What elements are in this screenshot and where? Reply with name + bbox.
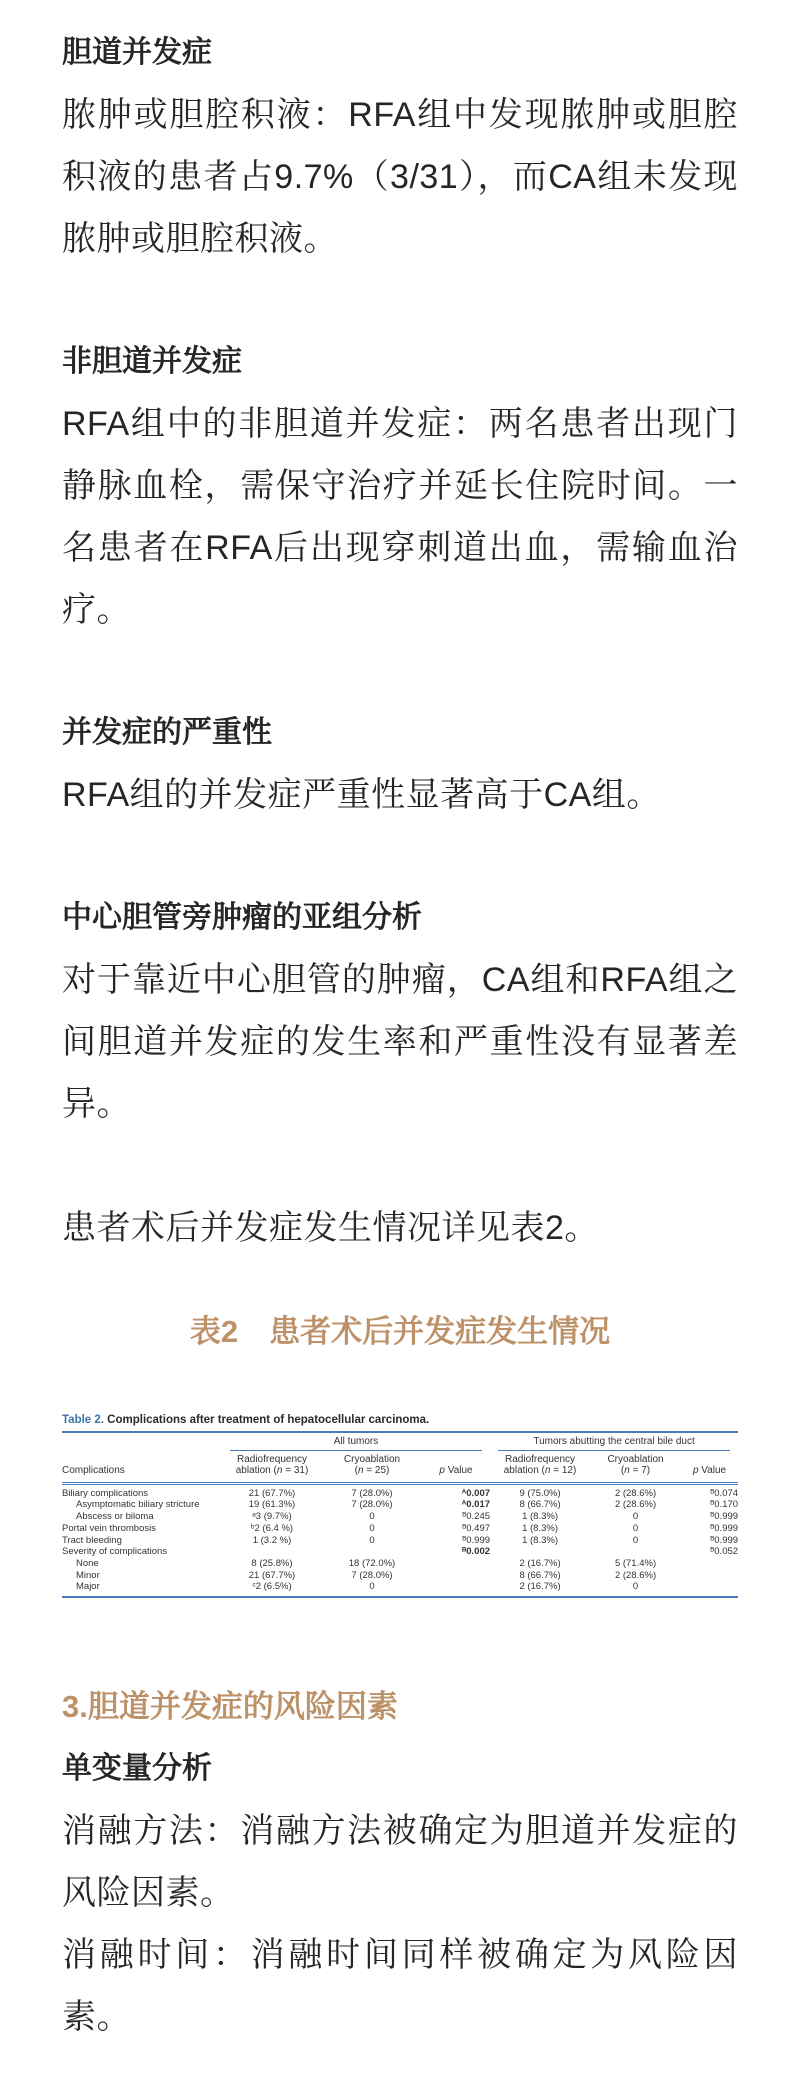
paragraph-subgroup: 对于靠近中心胆管的肿瘤，CA组和RFA组之间胆道并发症的发生率和严重性没有显著差异。 <box>62 961 738 1123</box>
table-row-label: Severity of complications <box>62 1546 168 1558</box>
section-heading-subgroup-analysis: 中心胆管旁肿瘤的亚组分析 <box>62 901 422 934</box>
table-row-label: Abscess or biloma <box>76 1511 154 1523</box>
table-cell: ᶜ2 (6.5%) <box>252 1581 292 1593</box>
table-cell: ᴮ0.999 <box>462 1534 491 1546</box>
table-cell: ᴮ0.002 <box>461 1546 491 1558</box>
section-heading-biliary-complications: 胆道并发症 <box>62 36 212 69</box>
table-cell <box>422 1581 490 1597</box>
table-column-header: Cryoablation (n = 7) <box>590 1451 681 1484</box>
table-cell <box>422 1558 490 1570</box>
table-column-header: Cryoablation (n = 25) <box>322 1451 422 1484</box>
table-cell: ᴮ0.170 <box>710 1499 739 1511</box>
section-heading-risk-factors: 3.胆道并发症的风险因素 <box>62 1689 398 1725</box>
table-cell: 21 (67.7%) <box>248 1487 296 1499</box>
table-cell: ᴮ0.999 <box>710 1534 739 1546</box>
table-cell: ᴬ0.007 <box>461 1487 491 1499</box>
table-group-row <box>62 1432 738 1451</box>
table-cell: 2 (16.7%) <box>519 1581 561 1593</box>
table2-figure <box>62 1413 738 1598</box>
paragraph-severity: RFA组的并发症严重性显著高于CA组。 <box>62 776 661 814</box>
table-cell: 0 <box>369 1581 375 1593</box>
table-cell <box>322 1546 422 1558</box>
table-cell: 7 (28.0%) <box>351 1499 393 1511</box>
table-row <box>62 1581 738 1597</box>
table-cell: 0 <box>369 1534 375 1546</box>
table-group-bile-duct: Tumors abutting the central bile duct <box>490 1432 738 1451</box>
table-cell: 7 (28.0%) <box>351 1487 393 1499</box>
table-cell: 8 (25.8%) <box>251 1557 293 1569</box>
table-cell <box>681 1558 738 1570</box>
table-cell <box>222 1546 322 1558</box>
table-cell: 2 (16.7%) <box>519 1557 561 1569</box>
table-cell <box>490 1546 590 1558</box>
table-cell: 0 <box>369 1511 375 1523</box>
table-empty-cell <box>62 1432 222 1451</box>
table-row <box>62 1499 738 1511</box>
table-cell: 18 (72.0%) <box>348 1557 396 1569</box>
table-cell: 5 (71.4%) <box>614 1557 657 1569</box>
table-cell: 2 (28.6%) <box>614 1499 657 1511</box>
table-cell <box>422 1570 490 1582</box>
table-row-label: Minor <box>76 1569 100 1581</box>
table-row <box>62 1483 738 1499</box>
section-heading-nonbiliary-complications: 非胆道并发症 <box>62 345 242 378</box>
table-body <box>62 1483 738 1597</box>
table-cell <box>681 1581 738 1597</box>
table-cell: 1 (8.3%) <box>522 1522 558 1534</box>
table-rowheader-complications: Complications <box>62 1451 222 1484</box>
table2-title <box>62 1413 738 1427</box>
table-column-header-row <box>62 1451 738 1484</box>
table-cell: ᵃ3 (9.7%) <box>252 1511 292 1523</box>
table-cell: ᴮ0.052 <box>710 1546 739 1558</box>
table-row-label: None <box>76 1557 99 1569</box>
paragraph-ablation-time: 消融时间：消融时间同样被确定为风险因素。 <box>62 1936 738 2037</box>
table-cell: 0 <box>632 1534 639 1546</box>
table-cell: 1 (8.3%) <box>522 1534 558 1546</box>
table-row-label: Asymptomatic biliary stricture <box>76 1499 200 1511</box>
table-row <box>62 1535 738 1547</box>
table-cell <box>590 1546 681 1558</box>
table-column-header: p Value <box>681 1451 738 1484</box>
table-cell: 0 <box>632 1522 639 1534</box>
table-cell: 0 <box>632 1511 639 1523</box>
table-cell <box>681 1570 738 1582</box>
table-cell: 7 (28.0%) <box>351 1569 393 1581</box>
table-row <box>62 1546 738 1558</box>
table-cell: 2 (28.6%) <box>614 1569 657 1581</box>
table-row <box>62 1523 738 1535</box>
table-column-header: Radiofrequency ablation (n = 12) <box>490 1451 590 1484</box>
table-cell: ᴮ0.497 <box>462 1522 491 1534</box>
table-cell: 8 (66.7%) <box>519 1499 561 1511</box>
complications-table <box>62 1431 738 1598</box>
table-cell: ᴮ0.999 <box>710 1511 739 1523</box>
table-cell: 19 (61.3%) <box>248 1499 296 1511</box>
table-cell: 9 (75.0%) <box>519 1487 561 1499</box>
section-heading-severity: 并发症的严重性 <box>62 716 272 749</box>
table-cell: ᴮ0.074 <box>710 1487 739 1499</box>
table-cell: 1 (8.3%) <box>522 1511 558 1523</box>
table-column-header: Radiofrequency ablation (n = 31) <box>222 1451 322 1484</box>
table-cell: ᴮ0.999 <box>710 1522 739 1534</box>
table-group-all-tumors: All tumors <box>222 1432 490 1451</box>
table-cell: ᵇ2 (6.4 %) <box>250 1522 294 1534</box>
paragraph-ablation-method: 消融方法：消融方法被确定为胆道并发症的风险因素。 <box>62 1812 738 1913</box>
table-row-label: Portal vein thrombosis <box>62 1522 156 1534</box>
table2-title-label: Table 2. <box>62 1414 104 1426</box>
table-row <box>62 1570 738 1582</box>
table-row-label: Biliary complications <box>62 1487 149 1499</box>
table-row <box>62 1511 738 1523</box>
table-cell: 2 (28.6%) <box>614 1487 657 1499</box>
table-column-header: p Value <box>422 1451 490 1484</box>
table2-title-text: Complications after treatment of hepatocellular carcinoma. <box>107 1414 430 1426</box>
table-cell: 21 (67.7%) <box>248 1569 296 1581</box>
table-cell: 8 (66.7%) <box>519 1569 561 1581</box>
table-row <box>62 1558 738 1570</box>
table-row-label: Major <box>76 1581 100 1593</box>
table-cell: ᴮ0.245 <box>462 1511 491 1523</box>
table-cell: 1 (3.2 %) <box>252 1534 292 1546</box>
table2-caption: 表2 患者术后并发症发生情况 <box>189 1314 611 1349</box>
subheading-univariate-analysis: 单变量分析 <box>62 1752 212 1786</box>
table-cell: 0 <box>632 1581 639 1593</box>
paragraph-see-table2: 患者术后并发症发生情况详见表2。 <box>62 1209 599 1247</box>
table-row-label: Tract bleeding <box>62 1534 122 1546</box>
table-cell: 0 <box>369 1522 375 1534</box>
table-cell: ᴬ0.017 <box>461 1499 491 1511</box>
paragraph-nonbiliary: RFA组中的非胆道并发症：两名患者出现门静脉血栓，需保守治疗并延长住院时间。一名患者在RFA后出现穿刺道出血，需输血治疗。 <box>62 405 738 629</box>
paragraph-abscess-biloma: 脓肿或胆腔积液：RFA组中发现脓肿或胆腔积液的患者占9.7%（3/31），而CA组未发现脓肿或胆腔积液。 <box>62 96 738 258</box>
